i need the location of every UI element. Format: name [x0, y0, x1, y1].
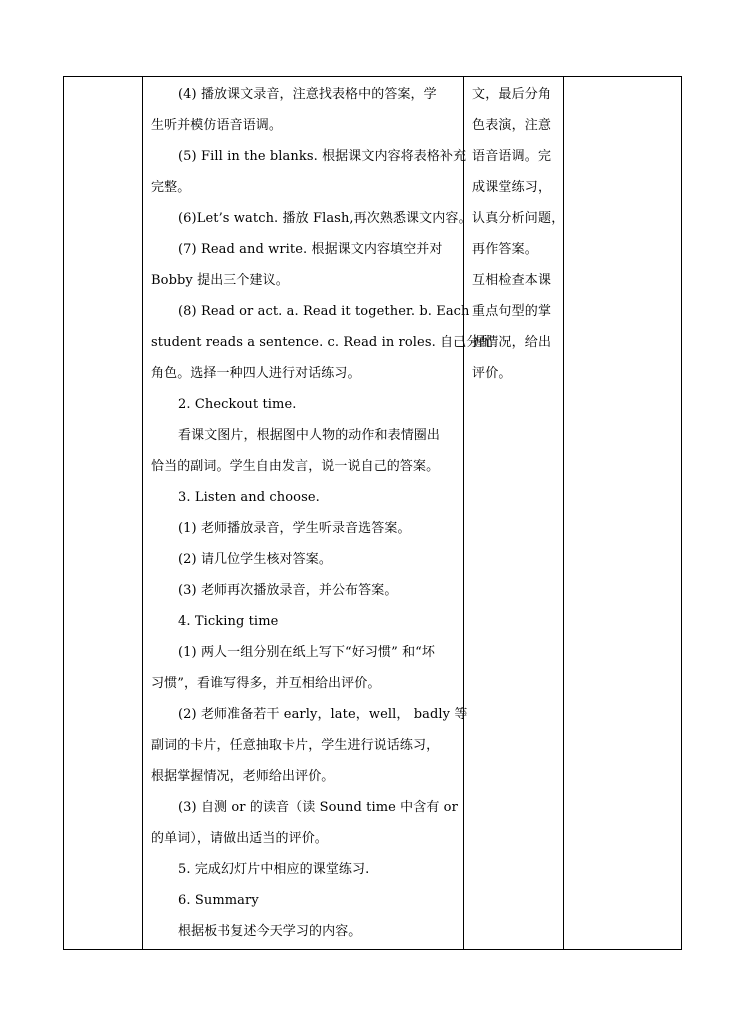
procedure-line: (1) 老师播放录音，学生听录音选答案。	[178, 521, 411, 536]
procedure-line: 看课文图片，根据图中人物的动作和表情圈出	[178, 428, 441, 443]
activity-line: 语音语调。完	[472, 149, 552, 164]
procedure-line: 根据板书复述今天学习的内容。	[178, 924, 362, 939]
procedure-line: student reads a sentence. c. Read in roles. 自己分配	[151, 335, 493, 350]
procedure-line: (1) 两人一组分别在纸上写下“好习惯” 和“坏	[178, 645, 436, 660]
procedure-line: (5) Fill in the blanks. 根据课文内容将表格补充	[178, 149, 467, 164]
procedure-line: 5. 完成幻灯片中相应的课堂练习.	[178, 862, 370, 877]
procedure-line: 6. Summary	[178, 893, 259, 908]
activity-line: 握情况，给出	[472, 335, 552, 350]
procedure-line: (4) 播放课文录音，注意找表格中的答案，学	[178, 87, 437, 102]
teaching-procedure-cell	[143, 77, 493, 947]
student-activity-cell	[465, 77, 564, 389]
activity-line: 认真分析问题，	[472, 211, 565, 226]
activity-line: 再作答案。	[472, 242, 539, 257]
activity-line: 文，最后分角	[472, 87, 552, 102]
activity-line: 色表演，注意	[472, 118, 552, 133]
procedure-line: 完整。	[151, 180, 191, 195]
procedure-line: 2. Checkout time.	[178, 397, 297, 412]
procedure-line: (2) 请几位学生核对答案。	[178, 552, 332, 567]
procedure-line: 4. Ticking time	[178, 614, 279, 629]
activity-line: 评价。	[472, 366, 512, 381]
lesson-plan-table	[63, 76, 682, 950]
procedure-line: 根据掌握情况，老师给出评价。	[151, 769, 335, 784]
procedure-line: 习惯”，看谁写得多，并互相给出评价。	[151, 676, 381, 691]
activity-line: 重点句型的掌	[472, 304, 552, 319]
procedure-line: 3. Listen and choose.	[178, 490, 320, 505]
procedure-line: 恰当的副词。学生自由发言，说一说自己的答案。	[151, 459, 440, 474]
procedure-line: (3) 老师再次播放录音，并公布答案。	[178, 583, 398, 598]
procedure-line: (2) 老师准备若干 early，late，well， badly 等	[178, 707, 468, 722]
procedure-line: (8) Read or act. a. Read it together. b. Each	[178, 304, 470, 319]
procedure-line: 角色。选择一种四人进行对话练习。	[151, 366, 361, 381]
procedure-line: (6)Let’s watch. 播放 Flash,再次熟悉课文内容。	[178, 211, 472, 226]
procedure-line: 副词的卡片，任意抽取卡片，学生进行说话练习，	[151, 738, 440, 753]
procedure-line: Bobby 提出三个建议。	[151, 273, 289, 288]
activity-line: 互相检查本课	[472, 273, 552, 288]
procedure-line: (3) 自测 or 的读音（读 Sound time 中含有 or	[178, 800, 458, 815]
procedure-line: 的单词），请做出适当的评价。	[151, 831, 328, 846]
procedure-line: 生听并模仿语音语调。	[151, 118, 283, 133]
activity-line: 成课堂练习，	[472, 180, 552, 195]
procedure-line: (7) Read and write. 根据课文内容填空并对	[178, 242, 443, 257]
